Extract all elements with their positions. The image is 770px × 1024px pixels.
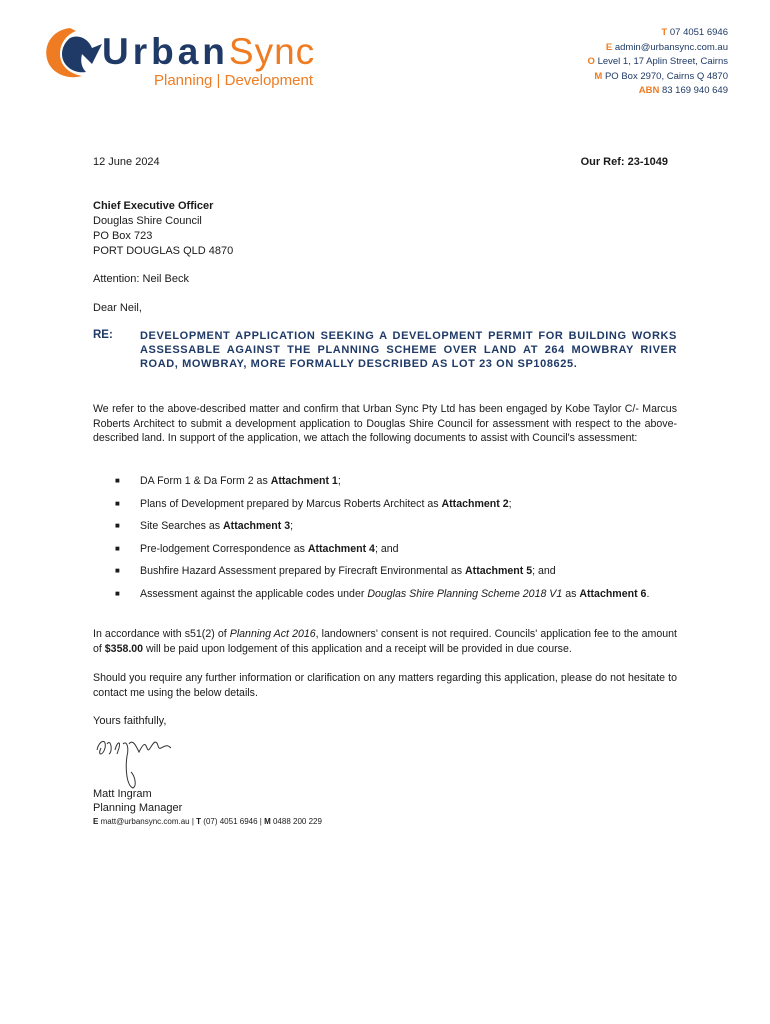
company-contact-block — [588, 26, 728, 99]
bullet-icon: ■ — [115, 543, 120, 553]
logo-tagline: Planning | Development — [154, 72, 313, 89]
contact-office: O Level 1, 17 Aplin Street, Cairns — [587, 56, 728, 67]
list-item: ■ Pre-lodgement Correspondence as Attachment 4; and — [115, 542, 399, 555]
signature-image — [93, 730, 183, 795]
further-info-paragraph: Should you require any further information or clarification on any matters regarding this application, please do not hesitate to contact me using the below details. — [93, 672, 677, 699]
recipient-title: Chief Executive Officer — [93, 200, 214, 212]
salutation: Dear Neil, — [93, 302, 142, 314]
contact-phone: T 07 4051 6946 — [661, 27, 728, 38]
logo-swoosh-icon — [40, 24, 110, 84]
signer-title: Planning Manager — [93, 802, 183, 814]
signer-name: Matt Ingram — [93, 788, 152, 800]
contact-email: E admin@urbansync.com.au — [605, 41, 728, 53]
letter-date: 12 June 2024 — [93, 156, 160, 168]
urbansync-logo — [40, 24, 340, 94]
list-item: ■ Assessment against the applicable codes under Douglas Shire Planning Scheme 2018 V1 as Attachment 6. — [115, 587, 650, 600]
signer-contact: E matt@urbansync.com.au | T (07) 4051 6946 | M 0488 200 229 — [93, 817, 322, 826]
list-item: ■ DA Form 1 & Da Form 2 as Attachment 1; — [115, 475, 341, 487]
list-item: ■ Site Searches as Attachment 3; — [115, 520, 294, 532]
bullet-icon: ■ — [115, 476, 120, 485]
contact-abn: ABN 83 169 940 649 — [638, 85, 728, 96]
consent-paragraph: In accordance with s51(2) of Planning Act 2016, landowners' consent is not required. Councils' application fee to the amount of $358.00 will be paid upon lodgement of this application and a receipt will be provided in due course. — [93, 628, 677, 655]
recipient-city: PORT DOUGLAS QLD 4870 — [93, 245, 234, 257]
re-label: RE: — [93, 329, 113, 341]
list-item: ■ Bushfire Hazard Assessment prepared by Firecraft Environmental as Attachment 5; and — [115, 565, 556, 577]
attention-line: Attention: Neil Beck — [93, 273, 189, 285]
contact-mail: M PO Box 2970, Cairns Q 4870 — [594, 70, 728, 82]
re-subject: DEVELOPMENT APPLICATION SEEKING A DEVELOPMENT PERMIT FOR BUILDING WORKS ASSESSABLE AGAINST THE PLANNING SCHEME OVER LAND AT 264 MOWBRAY RIVER ROAD, MOWBRAY, MORE FORMALLY DESCRIBED AS LOT 23 ON SP108625. — [140, 330, 677, 371]
bullet-icon: ■ — [115, 521, 120, 530]
logo-wordmark: UrbanSync — [102, 31, 316, 72]
recipient-po-box: PO Box 723 — [93, 230, 153, 242]
recipient-org: Douglas Shire Council — [93, 215, 202, 227]
bullet-icon: ■ — [115, 588, 120, 598]
recipient-address — [93, 199, 233, 259]
intro-paragraph: We refer to the above-described matter and confirm that Urban Sync Pty Ltd has been engaged by Kobe Taylor C/- Marcus Roberts Architect to submit a development application to Douglas Shire Council for assessment with respect to the above-described land. In support of the application, we attach the following documents to assist with Council's assessment: — [93, 403, 677, 444]
attachments-list — [93, 474, 677, 609]
bullet-icon: ■ — [115, 498, 120, 508]
closing: Yours faithfully, — [93, 715, 167, 727]
bullet-icon: ■ — [115, 566, 120, 575]
list-item: ■ Plans of Development prepared by Marcus Roberts Architect as Attachment 2; — [115, 497, 512, 510]
letter-reference: Our Ref: 23-1049 — [580, 156, 668, 168]
